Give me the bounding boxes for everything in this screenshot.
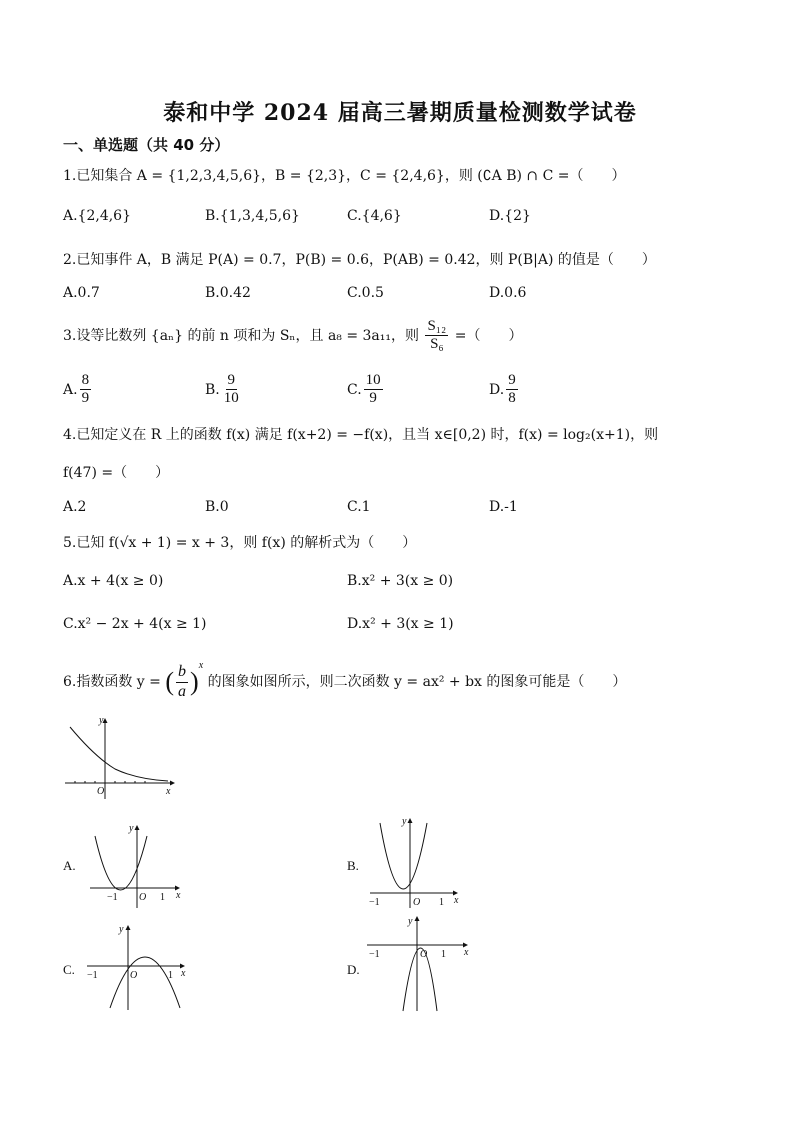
- b-y-label: y: [402, 816, 407, 827]
- exam-title: 泰和中学 2024 届高三暑期质量检测数学试卷: [163, 100, 637, 126]
- question-5-stem: 5.已知 f(√x + 1) = x + 3，则 f(x) 的解析式为（ ）: [63, 535, 417, 551]
- q6-option-a-graph: [85, 822, 185, 912]
- q4-option-c: C.1: [347, 499, 371, 515]
- q3-option-a-num: 8: [80, 372, 92, 390]
- a-origin-label: O: [139, 892, 147, 903]
- a-x-label: x: [176, 890, 181, 901]
- q3-option-a: [63, 372, 93, 408]
- q6-option-c-graph: [82, 922, 192, 1012]
- q6-frac-den: a: [178, 682, 187, 700]
- q5-option-c: C.x² − 2x + 4(x ≥ 1): [63, 616, 207, 632]
- b-neg1-label: −1: [369, 897, 380, 908]
- q3-option-d-den: 8: [508, 390, 516, 407]
- q3-option-c-fraction: [364, 372, 383, 408]
- q3-option-b-label: B.: [205, 381, 220, 398]
- parabola-c: [110, 957, 180, 1008]
- q1-option-d: D.{2}: [489, 208, 531, 224]
- c-neg1-label: −1: [87, 970, 98, 981]
- question-2-stem: 2.已知事件 A，B 满足 P(A) = 0.7，P(B) = 0.6，P(AB) = 0.42，则 P(B|A) 的值是（ ）: [63, 252, 656, 268]
- d-one-label: 1: [441, 949, 446, 960]
- c-y-label: y: [119, 924, 124, 935]
- q1-option-a: A.{2,4,6}: [63, 208, 131, 224]
- q4-option-d: D.-1: [489, 499, 518, 515]
- q3-option-a-fraction: [80, 372, 92, 408]
- q5-option-a: A.x + 4(x ≥ 0): [63, 573, 164, 589]
- b-x-label: x: [454, 895, 459, 906]
- q3-option-c: [347, 372, 385, 408]
- q3-option-c-label: C.: [347, 381, 362, 398]
- a-y-label: y: [129, 823, 134, 834]
- section-heading: 一、单选题（共 40 分）: [63, 136, 230, 154]
- q4-option-a: A.2: [63, 499, 87, 515]
- q3-option-d-num: 9: [506, 372, 518, 390]
- c-x-label: x: [181, 968, 186, 979]
- b-origin-label: O: [413, 897, 421, 908]
- q4-option-b: B.0: [205, 499, 229, 515]
- q3-option-c-den: 9: [369, 390, 377, 407]
- q1-option-c: C.{4,6}: [347, 208, 402, 224]
- q6-option-c-label: C.: [63, 962, 75, 977]
- q6-left-paren: (: [165, 667, 175, 696]
- q3-option-a-label: A.: [63, 381, 78, 398]
- q6-stem-fraction: [176, 663, 188, 701]
- q3-option-a-den: 9: [81, 390, 90, 407]
- q3-frac-num: S₁₂: [425, 318, 448, 336]
- exp-x-label: x: [166, 786, 171, 797]
- q5-option-b: B.x² + 3(x ≥ 0): [347, 573, 454, 589]
- question-3-stem: [63, 318, 522, 354]
- question-4-stem-line-1: 4.已知定义在 R 上的函数 f(x) 满足 f(x+2) = −f(x)，且当 x∈[0,2) 时，f(x) = log₂(x+1)，则: [63, 427, 659, 443]
- q3-option-b: [205, 372, 243, 408]
- q6-option-a-label: A.: [63, 858, 76, 873]
- q6-frac-num: b: [176, 663, 188, 682]
- exp-x-arrow: [170, 781, 175, 786]
- a-neg1-label: −1: [107, 892, 118, 903]
- q6-exponent: x: [198, 660, 204, 671]
- q6-stem-pre: 6.指数函数 y =: [63, 674, 161, 690]
- b-one-label: 1: [439, 897, 444, 908]
- d-y-label: y: [408, 916, 413, 927]
- q6-option-b-label: B.: [347, 858, 359, 873]
- q6-option-b-graph: [365, 815, 465, 910]
- q3-option-b-fraction: [222, 372, 241, 408]
- exponential-graph-figure: [60, 715, 180, 800]
- q3-stem-pre: 3.设等比数列 {aₙ} 的前 n 项和为 Sₙ，且 a₈ = 3a₁₁，则: [63, 327, 420, 344]
- q2-option-b: B.0.42: [205, 285, 251, 301]
- question-4-stem-line-2: f(47) =（ ）: [63, 465, 170, 481]
- q6-option-d-graph: [365, 915, 475, 1015]
- q5-option-d: D.x² + 3(x ≥ 1): [347, 616, 454, 632]
- q6-option-d-label: D.: [347, 962, 360, 977]
- q3-option-c-num: 10: [364, 372, 383, 390]
- q2-option-d: D.0.6: [489, 285, 527, 301]
- q3-option-d-fraction: [506, 372, 518, 408]
- question-6-stem: [63, 660, 626, 701]
- q6-right-paren: ): [190, 667, 199, 696]
- d-origin-label: O: [420, 949, 428, 960]
- exp-origin-label: O: [97, 786, 105, 797]
- q3-option-b-den: 10: [223, 390, 239, 407]
- parabola-b: [380, 823, 427, 889]
- q3-stem-post: =（ ）: [454, 327, 523, 344]
- parabola-a: [95, 836, 147, 890]
- q6-stem-post: 的图象如图所示，则二次函数 y = ax² + bx 的图象可能是（ ）: [207, 674, 627, 690]
- c-one-label: 1: [168, 970, 173, 981]
- d-neg1-label: −1: [369, 949, 380, 960]
- c-origin-label: O: [130, 970, 138, 981]
- d-x-label: x: [464, 947, 469, 958]
- q3-option-b-num: 9: [226, 372, 238, 390]
- q3-frac-den: S₆: [430, 336, 444, 353]
- exp-y-label: y: [99, 715, 104, 726]
- question-1-stem: 1.已知集合 A = {1,2,3,4,5,6}，B = {2,3}，C = {2,4,6}，则 (∁A B) ∩ C =（ ）: [63, 168, 626, 184]
- q2-option-c: C.0.5: [347, 285, 384, 301]
- a-one-label: 1: [160, 892, 165, 903]
- q2-option-a: A.0.7: [63, 285, 100, 301]
- q3-option-d-label: D.: [489, 381, 505, 398]
- q3-stem-fraction: [425, 318, 448, 354]
- q3-option-d: [489, 372, 520, 408]
- q1-option-b: B.{1,3,4,5,6}: [205, 208, 300, 224]
- exp-curve: [70, 727, 168, 781]
